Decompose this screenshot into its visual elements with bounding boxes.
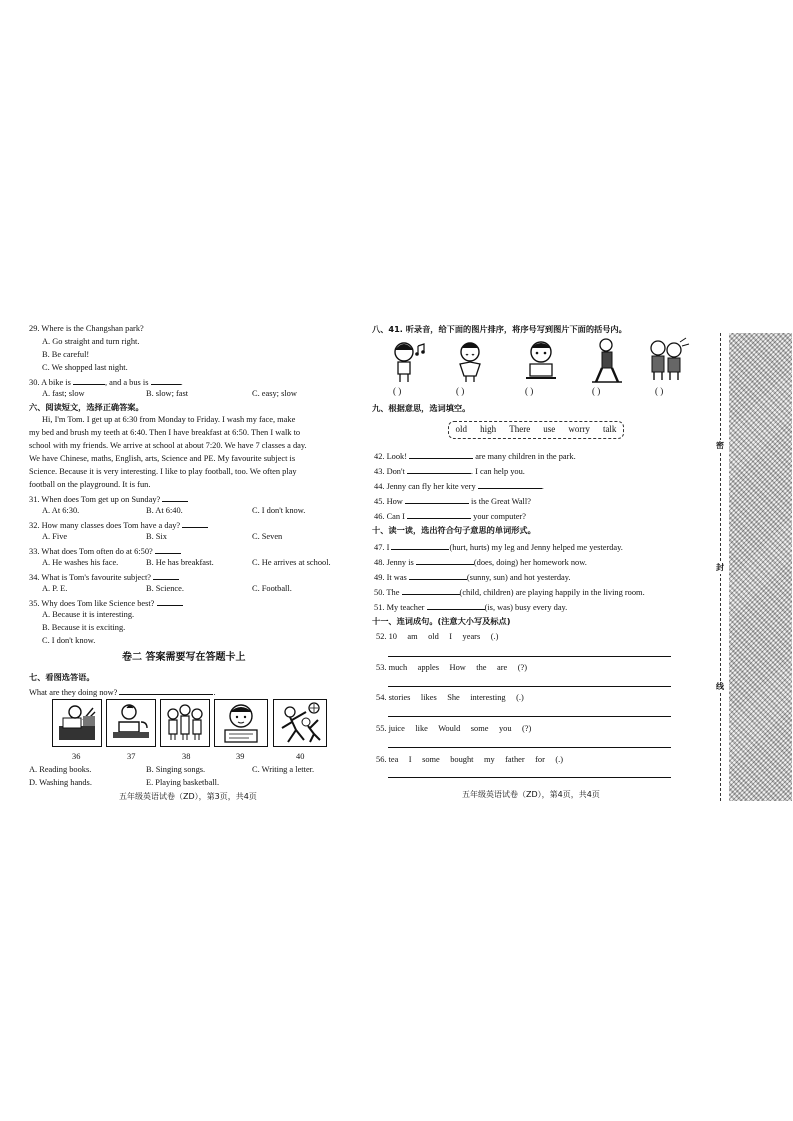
q42-blank[interactable] bbox=[409, 450, 473, 459]
q49-text-1: 49. It was bbox=[374, 573, 407, 582]
section-9-heading: 九、根据意思，选词填空。 bbox=[372, 403, 471, 413]
q35-text: 35. Why does Tom like Science best? bbox=[29, 599, 155, 608]
seal-mark-mi: 密 bbox=[716, 441, 724, 450]
q30-text-2: , and a bus is bbox=[104, 378, 149, 387]
q35-option-b: B. Because it is exciting. bbox=[42, 623, 126, 632]
option-d: D. Washing hands. bbox=[29, 778, 92, 787]
passage-line-5: Science. Because it is very interesting. I like to play football, too. We often play bbox=[29, 467, 297, 476]
q49-text-2: (sunny, sun) and hot yesterday. bbox=[466, 573, 571, 582]
q54-word-2: likes bbox=[420, 693, 437, 702]
question-29: 29. Where is the Changshan park? bbox=[29, 324, 144, 333]
q53-word-3: How bbox=[449, 663, 466, 672]
question-48 bbox=[374, 556, 587, 569]
left-page-footer: 五年级英语试卷（ZD），第3页，共4页 bbox=[119, 792, 257, 801]
q45-text-2: is the Great Wall? bbox=[471, 497, 531, 506]
q44-blank[interactable] bbox=[478, 480, 542, 489]
question-43 bbox=[374, 465, 525, 478]
answer-paren-4[interactable]: ( ) bbox=[592, 386, 601, 396]
section-7-heading: 七、看图选答语。 bbox=[29, 672, 95, 682]
q45-text-1: 45. How bbox=[374, 497, 403, 506]
q50-blank[interactable] bbox=[402, 586, 460, 595]
option-a: A. Reading books. bbox=[29, 765, 92, 774]
q33-option-c: C. He arrives at school. bbox=[252, 558, 331, 567]
q52-word-2: am bbox=[407, 632, 418, 641]
passage-line-2: my bed and brush my teeth at 6:40. Then I have breakfast at 6:50. Then I walk to bbox=[29, 428, 301, 437]
q43-text-2: . I can help you. bbox=[470, 467, 525, 476]
q29-option-b: B. Be careful! bbox=[42, 350, 90, 359]
section-8-heading: 八、41. 听录音，给下面的图片排序，将序号写到图片下面的括号内。 bbox=[372, 324, 627, 334]
question-53 bbox=[376, 663, 527, 674]
question-51 bbox=[374, 601, 567, 614]
answer-paren-5[interactable]: ( ) bbox=[655, 386, 664, 396]
q52-word-3: old bbox=[428, 632, 439, 641]
q29-option-a: A. Go straight and turn right. bbox=[42, 337, 140, 346]
section-11-heading: 十一、连词成句。(注意大小写及标点) bbox=[372, 616, 511, 626]
q56-word-7: for bbox=[535, 755, 545, 764]
answer-paren-1[interactable]: ( ) bbox=[393, 386, 402, 396]
q56-word-3: some bbox=[422, 755, 440, 764]
q34-text: 34. What is Tom's favourite subject? bbox=[29, 573, 152, 582]
q46-blank[interactable] bbox=[407, 510, 471, 519]
q35-option-c: C. I don't know. bbox=[42, 636, 96, 645]
passage-line-1: Hi, I'm Tom. I get up at 6:30 from Monday to Friday. I wash my face, make bbox=[42, 415, 296, 424]
question-55 bbox=[376, 724, 531, 735]
picture-number-38: 38 bbox=[182, 752, 191, 761]
q35-option-a: A. Because it is interesting. bbox=[42, 610, 135, 619]
question-52 bbox=[376, 632, 498, 643]
q48-blank[interactable] bbox=[416, 556, 474, 565]
q56-word-6: father bbox=[505, 755, 525, 764]
q46-text-2: your computer? bbox=[473, 512, 526, 521]
q53-word-1: 53. much bbox=[376, 663, 408, 672]
q56-word-4: bought bbox=[450, 755, 474, 764]
q32-option-a: A. Five bbox=[42, 532, 68, 541]
boy-sitting-icon bbox=[516, 338, 566, 384]
q49-blank[interactable] bbox=[409, 571, 467, 580]
q33-option-a: A. He washes his face. bbox=[42, 558, 119, 567]
q56-answer-line[interactable] bbox=[388, 777, 671, 778]
q30-text-1: 30. A bike is bbox=[29, 378, 71, 387]
seal-mark-feng: 封 bbox=[716, 563, 724, 572]
section-10-heading: 十、读一读，选出符合句子意思的单词形式。 bbox=[372, 525, 536, 535]
q55-answer-line[interactable] bbox=[388, 747, 671, 748]
q32-option-c: C. Seven bbox=[252, 532, 283, 541]
seal-mark-xian: 线 bbox=[716, 682, 724, 691]
q42-text-1: 42. Look! bbox=[374, 452, 408, 461]
q55-word-4: some bbox=[470, 724, 489, 733]
word-bank bbox=[448, 421, 624, 439]
q54-word-1: 54. stories bbox=[376, 693, 411, 702]
q52-answer-line[interactable] bbox=[388, 656, 671, 657]
q47-blank[interactable] bbox=[391, 541, 449, 550]
q48-text-2: (does, doing) her homework now. bbox=[473, 558, 587, 567]
q31-option-b: B. At 6:40. bbox=[146, 506, 183, 515]
question-42 bbox=[374, 450, 576, 463]
section-6-heading: 六、阅读短文，选择正确答案。 bbox=[29, 402, 144, 412]
word-there: There bbox=[509, 424, 531, 435]
q45-blank[interactable] bbox=[405, 495, 469, 504]
q31-option-a: A. At 6:30. bbox=[42, 506, 80, 515]
question-46 bbox=[374, 510, 526, 523]
q34-option-a: A. P. E. bbox=[42, 584, 68, 593]
q52-word-4: I bbox=[449, 632, 453, 641]
q33-text: 33. What does Tom often do at 6:50? bbox=[29, 547, 153, 556]
q52-word-5: years bbox=[462, 632, 481, 641]
girl-crying-icon bbox=[446, 338, 496, 384]
q56-word-5: my bbox=[483, 755, 495, 764]
passage-line-6: football on the playground. It is fun. bbox=[29, 480, 151, 489]
person-walking-icon bbox=[582, 336, 632, 384]
q51-text-2: (is, was) busy every day. bbox=[484, 603, 568, 612]
q32-option-b: B. Six bbox=[146, 532, 167, 541]
q31-text: 31. When does Tom get up on Sunday? bbox=[29, 495, 161, 504]
q55-word-6: (?) bbox=[521, 724, 532, 733]
q32-text: 32. How many classes does Tom have a day? bbox=[29, 521, 181, 530]
answer-paren-3[interactable]: ( ) bbox=[525, 386, 534, 396]
part-2-heading: 卷二 答案需要写在答题卡上 bbox=[122, 652, 246, 663]
q56-word-8: (.) bbox=[555, 755, 564, 764]
question-54 bbox=[376, 693, 524, 704]
q34-option-c: C. Football. bbox=[252, 584, 292, 593]
word-talk: talk bbox=[602, 424, 617, 435]
binding-strip-pattern bbox=[729, 333, 792, 801]
q55-word-5: you bbox=[498, 724, 512, 733]
word-high: high bbox=[480, 424, 497, 435]
option-c: C. Writing a letter. bbox=[252, 765, 315, 774]
q51-blank[interactable] bbox=[427, 601, 485, 610]
question-7-prompt: What are they doing now? . bbox=[29, 688, 216, 697]
q50-text-1: 50. The bbox=[374, 588, 400, 597]
q53-answer-line[interactable] bbox=[388, 686, 671, 687]
q42-text-2: are many children in the park. bbox=[475, 452, 576, 461]
question-45 bbox=[374, 495, 531, 508]
option-b: B. Singing songs. bbox=[146, 765, 206, 774]
q30-option-a: A. fast; slow bbox=[42, 389, 85, 398]
q30-text-3: . bbox=[180, 378, 183, 387]
q29-option-c: C. We shopped last night. bbox=[42, 363, 128, 372]
q34-option-b: B. Science. bbox=[146, 584, 184, 593]
picture-number-39: 39 bbox=[236, 752, 245, 761]
q54-answer-line[interactable] bbox=[388, 716, 671, 717]
passage-line-4: We have Chinese, maths, English, arts, Science and PE. My favourite subject is bbox=[29, 454, 296, 463]
right-page-footer: 五年级英语试卷（ZD），第4页，共4页 bbox=[462, 790, 600, 799]
q46-text-1: 46. Can I bbox=[374, 512, 405, 521]
q47-text-1: 47. I bbox=[374, 543, 390, 552]
answer-paren-2[interactable]: ( ) bbox=[456, 386, 465, 396]
q7-prompt-text: What are they doing now? bbox=[29, 688, 118, 697]
q54-word-3: She bbox=[447, 693, 460, 702]
question-50 bbox=[374, 586, 645, 599]
q33-option-b: B. He has breakfast. bbox=[146, 558, 214, 567]
q31-option-c: C. I don't know. bbox=[252, 506, 306, 515]
q52-word-6: (.) bbox=[490, 632, 499, 641]
word-worry: worry bbox=[568, 424, 590, 435]
q54-word-4: interesting bbox=[470, 693, 506, 702]
q30-option-c: C. easy; slow bbox=[252, 389, 297, 398]
question-44 bbox=[374, 480, 544, 493]
question-47 bbox=[374, 541, 623, 554]
q52-word-1: 52. 10 bbox=[376, 632, 397, 641]
q47-text-2: (hurt, hurts) my leg and Jenny helped me yesterday. bbox=[449, 543, 623, 552]
q43-blank[interactable] bbox=[407, 465, 471, 474]
q56-word-2: I bbox=[408, 755, 412, 764]
picture-number-40: 40 bbox=[296, 752, 305, 761]
word-old: old bbox=[455, 424, 468, 435]
q53-word-4: the bbox=[476, 663, 487, 672]
q48-text-1: 48. Jenny is bbox=[374, 558, 414, 567]
picture-number-36: 36 bbox=[72, 752, 81, 761]
word-use: use bbox=[543, 424, 556, 435]
q50-text-2: (child, children) are playing happily in the living room. bbox=[459, 588, 645, 597]
question-49 bbox=[374, 571, 570, 584]
q53-word-5: are bbox=[496, 663, 508, 672]
children-playing-icon bbox=[640, 336, 692, 384]
passage-line-3: school with my friends. We arrive at school at about 7:20. We have 7 classes a day. bbox=[29, 441, 307, 450]
q55-word-3: Would bbox=[438, 724, 461, 733]
q30-option-b: B. slow; fast bbox=[146, 389, 189, 398]
q55-word-2: like bbox=[415, 724, 428, 733]
question-56 bbox=[376, 755, 563, 766]
picture-number-37: 37 bbox=[127, 752, 136, 761]
q53-word-6: (?) bbox=[517, 663, 527, 672]
q56-word-1: 56. tea bbox=[376, 755, 399, 764]
girl-singing-icon bbox=[382, 338, 432, 384]
q44-text-2: . bbox=[541, 482, 544, 491]
q43-text-1: 43. Don't bbox=[374, 467, 405, 476]
q54-word-5: (.) bbox=[516, 693, 524, 702]
q55-word-1: 55. juice bbox=[376, 724, 405, 733]
q44-text-1: 44. Jenny can fly her kite very bbox=[374, 482, 476, 491]
q53-word-2: apples bbox=[417, 663, 440, 672]
option-e: E. Playing basketball. bbox=[146, 778, 220, 787]
q51-text-1: 51. My teacher bbox=[374, 603, 425, 612]
